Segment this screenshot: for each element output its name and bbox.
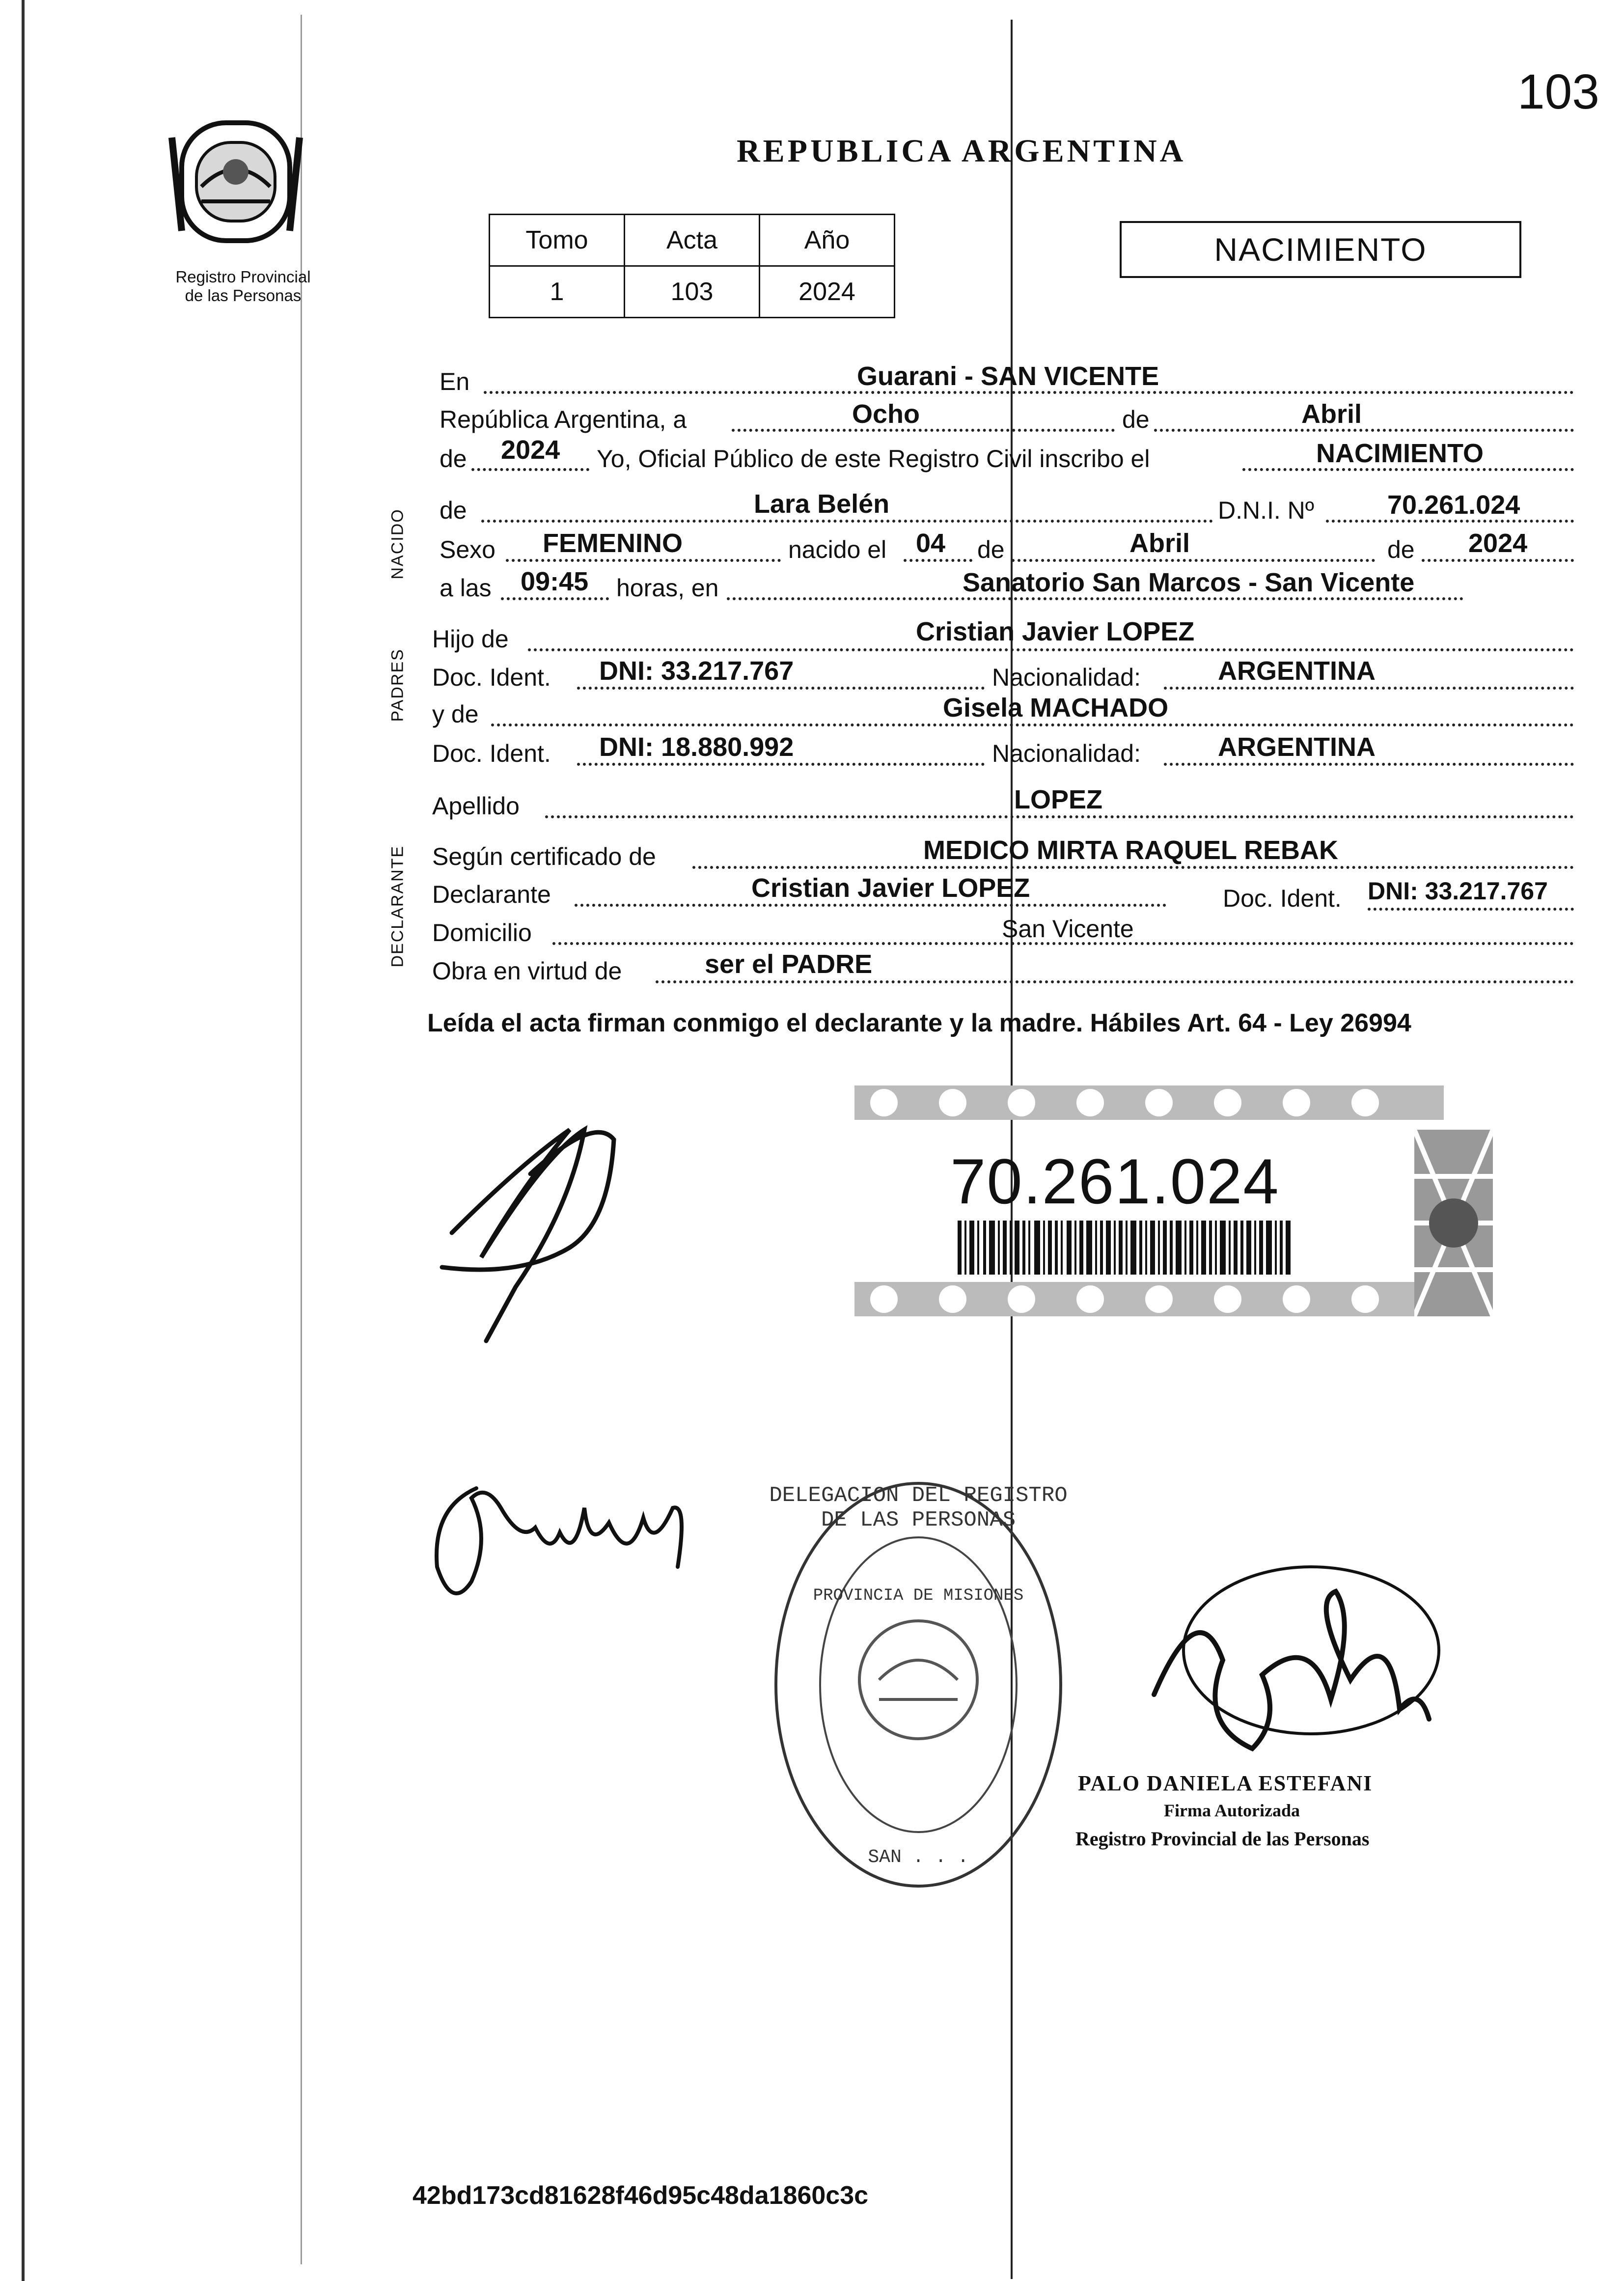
document-type-box	[1120, 221, 1521, 278]
official-registry: Registro Provincial de las Personas	[1075, 1828, 1370, 1850]
official-title: Firma Autorizada	[1164, 1801, 1300, 1820]
label-republica: República Argentina, a	[440, 406, 687, 433]
document-type: NACIMIENTO	[1214, 231, 1427, 268]
country-title: REPUBLICA ARGENTINA	[737, 133, 1186, 169]
section-label-declarante: DECLARANTE	[388, 845, 407, 968]
label-dni: D.N.I. Nº	[1218, 497, 1315, 524]
dotline	[904, 559, 972, 562]
label-apellido: Apellido	[432, 792, 520, 820]
official-name: PALO DANIELA ESTEFANI	[1078, 1771, 1373, 1795]
page-number: 103	[1517, 64, 1599, 119]
value-anio: 2024	[501, 435, 560, 465]
section-label-nacido: NACIDO	[388, 508, 407, 580]
value-mes: Abril	[1301, 399, 1362, 429]
value-lugar: Guarani - SAN VICENTE	[857, 362, 1159, 391]
label-nacionalidad: Nacionalidad:	[992, 664, 1141, 691]
label-segun-cert: Según certificado de	[432, 843, 656, 870]
dotline	[1012, 559, 1375, 562]
label-de-mes: de	[1122, 406, 1150, 433]
value-padre: Cristian Javier LOPEZ	[916, 617, 1195, 646]
value-padre-dni: DNI: 33.217.767	[599, 656, 794, 686]
dotline	[656, 980, 1574, 983]
dotline	[1154, 429, 1574, 432]
fold-line-left	[301, 15, 302, 2264]
dotline	[481, 520, 1213, 523]
province-seal	[162, 108, 309, 255]
left-edge-line	[22, 0, 25, 2281]
tomo-acta-table	[489, 214, 895, 318]
dotline	[577, 687, 985, 690]
label-de-anio: de	[1387, 536, 1415, 563]
label-sexo: Sexo	[440, 536, 495, 563]
dotline	[1368, 908, 1574, 911]
label-nacionalidad-2: Nacionalidad:	[992, 740, 1141, 767]
value-hora: 09:45	[521, 567, 589, 596]
header-tomo: Tomo	[490, 215, 625, 266]
value-madre-dni: DNI: 18.880.992	[599, 732, 794, 762]
value-mes-nac: Abril	[1129, 529, 1190, 558]
dotline	[1164, 763, 1574, 766]
dotline	[1164, 687, 1574, 690]
dotline	[692, 866, 1574, 869]
official-signature-icon	[1125, 1562, 1449, 1788]
registry-stamp	[766, 1474, 1071, 1896]
signature-declarante-icon	[422, 1110, 653, 1365]
label-doc-ident-3: Doc. Ident.	[1223, 885, 1342, 912]
value-declarante: Cristian Javier LOPEZ	[751, 873, 1030, 903]
value-acta: 103	[625, 266, 760, 318]
dotline	[528, 648, 1574, 651]
registry-line1: Registro Provincial	[175, 268, 311, 286]
guilloche-bottom-icon	[854, 1277, 1444, 1321]
dotline	[577, 763, 985, 766]
label-doc-ident: Doc. Ident.	[432, 664, 551, 691]
registry-line2: de las Personas	[185, 286, 302, 305]
header-anio: Año	[760, 215, 895, 266]
label-a-las: a las	[440, 574, 492, 602]
value-obra: ser el PADRE	[705, 949, 873, 979]
value-madre-nac: ARGENTINA	[1218, 732, 1376, 762]
stamp-bottom-text: SAN . . .	[868, 1847, 969, 1868]
value-dni: 70.261.024	[1387, 490, 1520, 520]
label-en: En	[440, 368, 470, 395]
dotline	[471, 468, 589, 471]
stamp-inner-text: PROVINCIA DE MISIONES	[813, 1586, 1024, 1605]
value-dia-nac: 04	[916, 529, 946, 558]
dni-label-block	[854, 1081, 1493, 1326]
value-madre: Gisela MACHADO	[943, 693, 1169, 723]
label-de-dia: de	[977, 536, 1005, 563]
value-dia-letra: Ocho	[852, 399, 920, 429]
document-hash: 42bd173cd81628f46d95c48da1860c3c	[413, 2181, 869, 2210]
value-certificado: MEDICO MIRTA RAQUEL REBAK	[923, 835, 1338, 865]
value-declarante-dni: DNI: 33.217.767	[1368, 877, 1548, 905]
dotline	[545, 815, 1574, 818]
signature-declarante	[422, 1110, 653, 1365]
label-declarante: Declarante	[432, 881, 551, 908]
dotline	[506, 559, 781, 562]
value-padre-nac: ARGENTINA	[1218, 656, 1376, 686]
label-y-de: y de	[432, 700, 479, 728]
value-sexo: FEMENINO	[543, 529, 683, 558]
value-tipo: NACIMIENTO	[1316, 439, 1484, 468]
label-domicilio: Domicilio	[432, 919, 532, 946]
label-doc-ident-2: Doc. Ident.	[432, 740, 551, 767]
dotline	[732, 429, 1115, 432]
table-value-row	[490, 266, 895, 318]
stamp-outer-text: DELEGACION DEL REGISTRO DE LAS PERSONAS	[769, 1483, 1068, 1532]
header-acta: Acta	[625, 215, 760, 266]
dotline	[501, 597, 609, 600]
label-obra: Obra en virtud de	[432, 957, 622, 985]
hologram-icon	[1414, 1130, 1493, 1316]
closing-text: Leída el acta firman conmigo el declarante y la madre. Hábiles Art. 64 - Ley 26994	[427, 1009, 1411, 1037]
value-apellido: LOPEZ	[1014, 785, 1103, 814]
label-de-nombre: de	[440, 497, 467, 524]
value-domicilio: San Vicente	[1002, 915, 1134, 943]
value-anio-nac: 2024	[1468, 529, 1528, 558]
value-nombre: Lara Belén	[754, 489, 890, 519]
label-horas-en: horas, en	[616, 574, 719, 602]
label-hijo-de: Hijo de	[432, 625, 509, 653]
guilloche-top-icon	[854, 1081, 1444, 1125]
province-seal-icon	[162, 108, 309, 255]
value-lugar-nac: Sanatorio San Marcos - San Vicente	[963, 568, 1415, 597]
label-de-year: de	[440, 445, 467, 473]
value-tomo: 1	[490, 266, 625, 318]
table-header-row	[490, 215, 895, 266]
dotline	[575, 904, 1166, 907]
dni-label-number: 70.261.024	[950, 1145, 1280, 1217]
barcode-icon	[958, 1221, 1292, 1275]
section-label-padres: PADRES	[388, 648, 407, 722]
value-anio: 2024	[760, 266, 895, 318]
label-nacido-el: nacido el	[788, 536, 887, 563]
registry-label	[162, 268, 324, 305]
dotline	[1422, 559, 1574, 562]
signature-madre-icon	[422, 1469, 717, 1626]
dotline	[491, 723, 1574, 726]
registry-stamp-icon	[766, 1474, 1071, 1896]
label-yo-oficial: Yo, Oficial Público de este Registro Civil inscribo el	[597, 445, 1150, 473]
signature-madre	[422, 1469, 717, 1626]
official-signature	[1125, 1562, 1449, 1788]
